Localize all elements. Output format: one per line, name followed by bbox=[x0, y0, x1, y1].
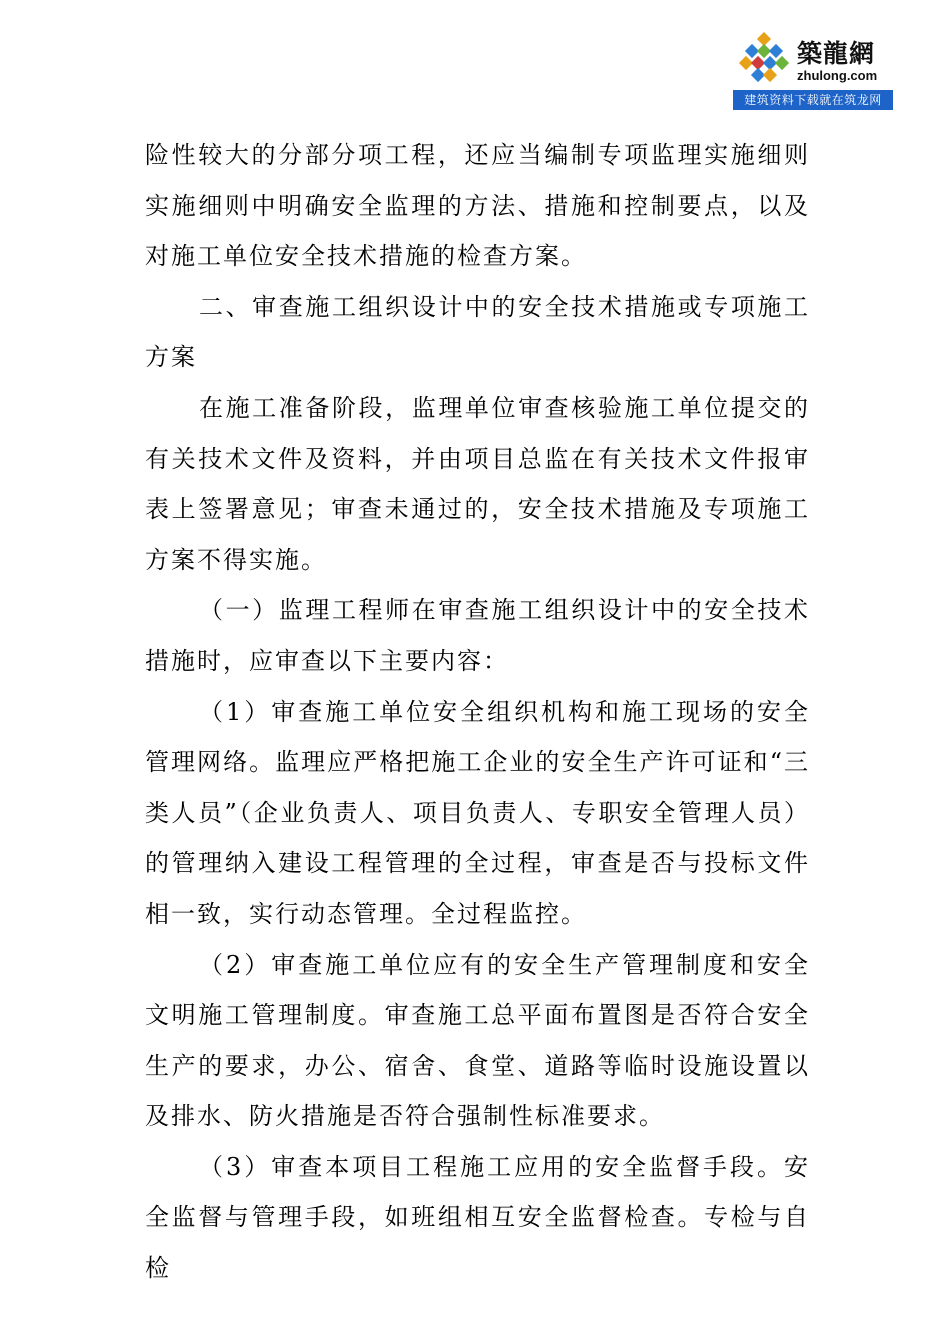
document-body bbox=[145, 130, 810, 1294]
logo-slogan: 建筑资料下载就在筑龙网 bbox=[733, 90, 893, 110]
paragraph: 在施工准备阶段，监理单位审查核验施工单位提交的有关技术文件及资料，并由项目总监在有关技术文件报审表上签署意见；审查未通过的，安全技术措施及专项施工方案不得实施。 bbox=[145, 393, 810, 574]
logo-name-cn: 築龍網 bbox=[797, 39, 876, 68]
logo-domain: zhulong.com bbox=[797, 68, 878, 83]
zhulong-logo[interactable] bbox=[733, 28, 893, 112]
list-item: （1）审查施工单位安全组织机构和施工现场的安全管理网络。监理应严格把施工企业的安全生产许可证和“三类人员”（企业负责人、项目负责人、专职安全管理人员）的管理纳入建设工程管理的全过程，审查是否与投标文件相一致，实行动态管理。全过程监控。 bbox=[145, 697, 810, 928]
section-heading: 二、审查施工组织设计中的安全技术措施或专项施工方案 bbox=[145, 292, 810, 372]
zhulong-diamond-icon bbox=[737, 32, 791, 86]
list-item: （2）审查施工单位应有的安全生产管理制度和安全文明施工管理制度。审查施工总平面布置图是否符合安全生产的要求，办公、宿舍、食堂、道路等临时设施设置以及排水、防火措施是否符合强制性标准要求。 bbox=[145, 950, 810, 1131]
list-item: （3）审查本项目工程施工应用的安全监督手段。安全监督与管理手段，如班组相互安全监督检查。专检与自检 bbox=[145, 1152, 810, 1283]
paragraph: 险性较大的分部分项工程，还应当编制专项监理实施细则实施细则中明确安全监理的方法、措施和控制要点，以及对施工单位安全技术措施的检查方案。 bbox=[145, 141, 810, 271]
subsection-heading: （一）监理工程师在审查施工组织设计中的安全技术措施时，应审查以下主要内容： bbox=[145, 596, 810, 675]
